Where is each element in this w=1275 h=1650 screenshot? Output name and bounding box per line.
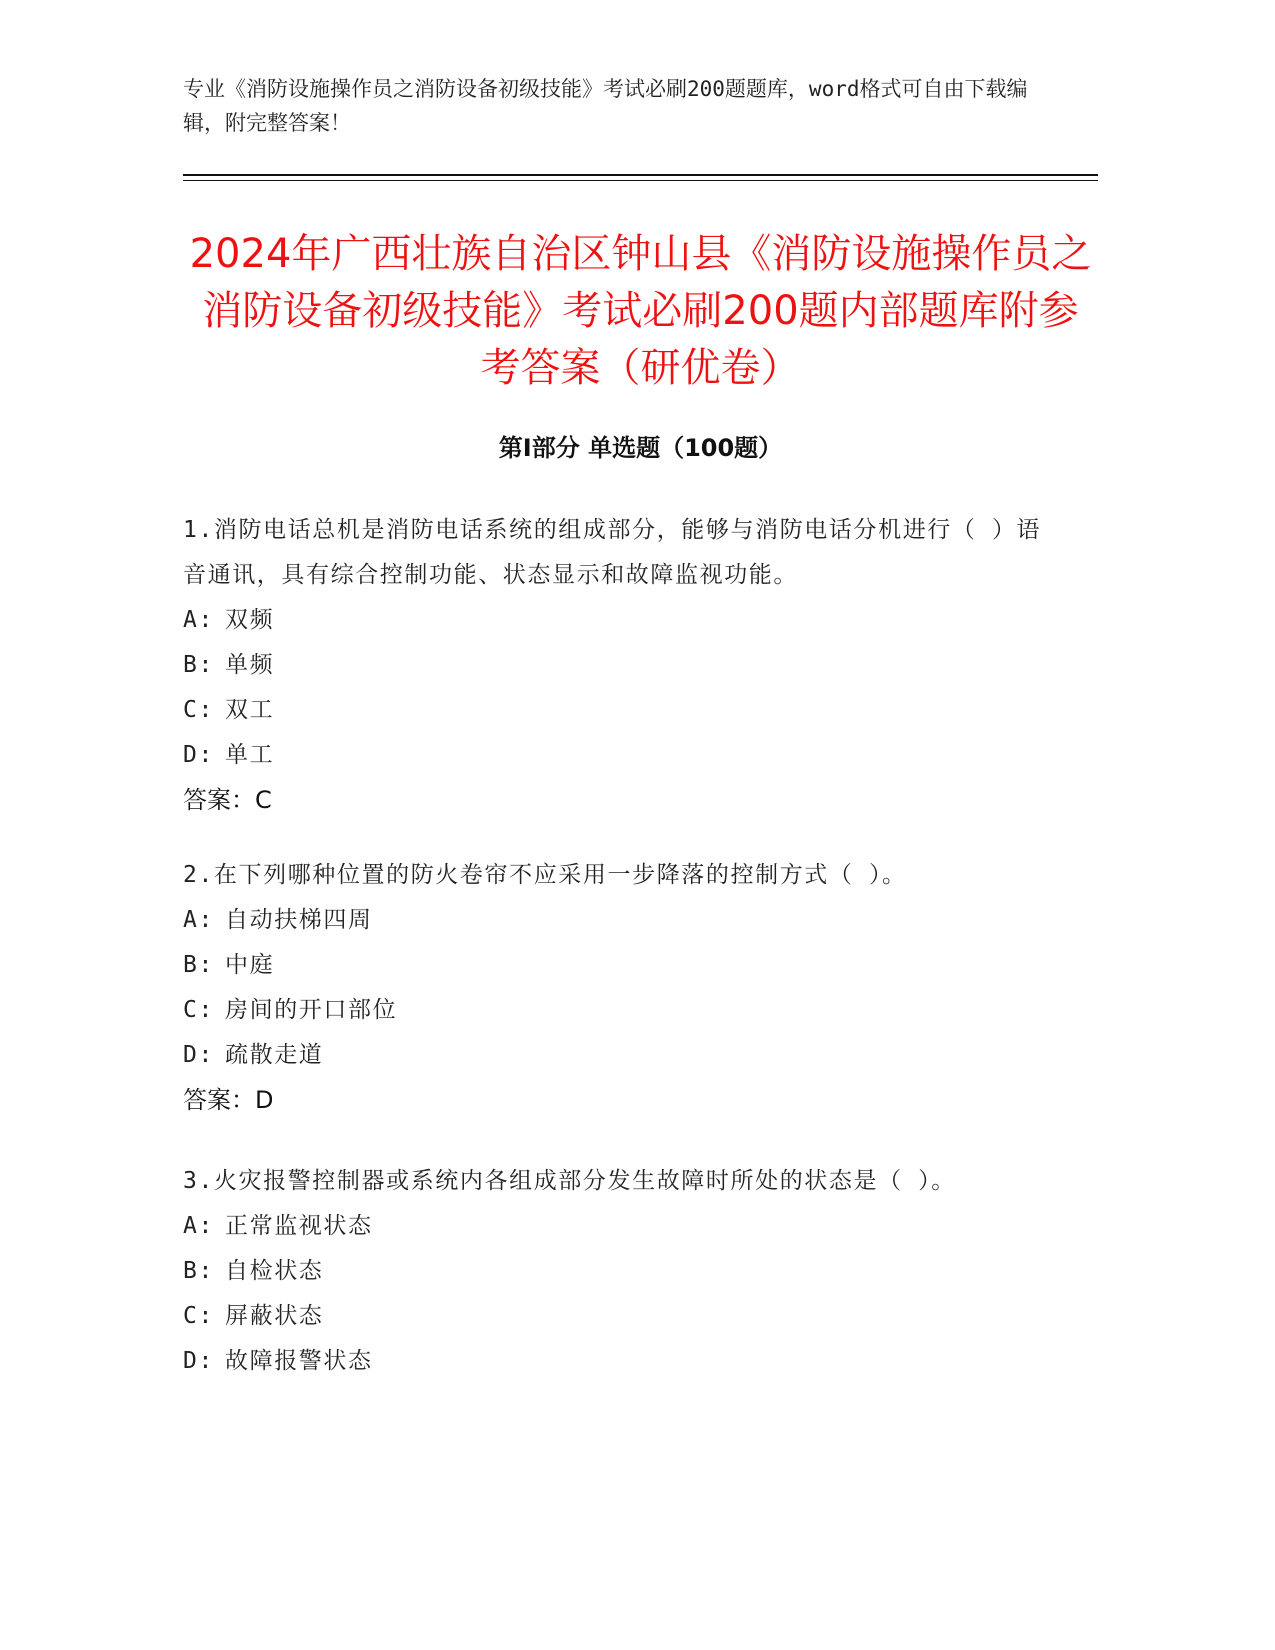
option-text: 房间的开口部位 <box>225 997 398 1023</box>
option-label: C: <box>183 997 214 1023</box>
question-stem: 1.消防电话总机是消防电话系统的组成部分，能够与消防电话分机进行（ ）语音通讯，具有综合控制功能、状态显示和故障监视功能。 <box>183 517 1042 588</box>
option-c <box>183 988 1063 1033</box>
option-text: 双频 <box>225 607 275 633</box>
question-2 <box>183 853 1063 1123</box>
option-b <box>183 1249 1063 1294</box>
option-text: 自检状态 <box>225 1258 324 1284</box>
option-b <box>183 643 1063 688</box>
option-label: D: <box>183 742 214 768</box>
option-label: B: <box>183 952 214 978</box>
question-stem: 3.火灾报警控制器或系统内各组成部分发生故障时所处的状态是（ ）。 <box>183 1168 956 1194</box>
option-label: A: <box>183 1213 214 1239</box>
option-label: D: <box>183 1042 214 1068</box>
option-c <box>183 1294 1063 1339</box>
option-a <box>183 1204 1063 1249</box>
answer: 答案：C <box>183 786 272 814</box>
question-3 <box>183 1159 1063 1384</box>
option-b <box>183 943 1063 988</box>
option-a <box>183 898 1063 943</box>
header-rule-thick <box>183 174 1098 176</box>
option-text: 中庭 <box>225 952 275 978</box>
option-label: C: <box>183 1303 214 1329</box>
header-note: 专业《消防设施操作员之消防设备初级技能》考试必刷200题题库，word格式可自由下载编辑，附完整答案！ <box>183 77 1028 135</box>
option-text: 单工 <box>225 742 275 768</box>
question-stem: 2.在下列哪种位置的防火卷帘不应采用一步降落的控制方式（ ）。 <box>183 862 907 888</box>
answer: 答案：D <box>183 1086 274 1114</box>
option-text: 双工 <box>225 697 275 723</box>
document-title: 2024年广西壮族自治区钟山县《消防设施操作员之消防设备初级技能》考试必刷200题内部题库附参考答案（研优卷） <box>189 231 1092 391</box>
option-text: 自动扶梯四周 <box>225 907 373 933</box>
option-text: 正常监视状态 <box>225 1213 373 1239</box>
option-label: B: <box>183 1258 214 1284</box>
option-text: 单频 <box>225 652 275 678</box>
option-c <box>183 688 1063 733</box>
option-text: 屏蔽状态 <box>225 1303 324 1329</box>
option-d <box>183 1033 1063 1078</box>
option-label: D: <box>183 1348 214 1374</box>
option-label: A: <box>183 907 214 933</box>
option-text: 疏散走道 <box>225 1042 324 1068</box>
option-label: C: <box>183 697 214 723</box>
option-text: 故障报警状态 <box>225 1348 373 1374</box>
question-1 <box>183 508 1063 823</box>
option-a <box>183 598 1063 643</box>
option-label: A: <box>183 607 214 633</box>
section-title: 第Ⅰ部分 单选题（100题） <box>498 434 783 462</box>
option-d <box>183 733 1063 778</box>
option-label: B: <box>183 652 214 678</box>
option-d <box>183 1339 1063 1384</box>
header-rule-thin <box>183 180 1098 181</box>
